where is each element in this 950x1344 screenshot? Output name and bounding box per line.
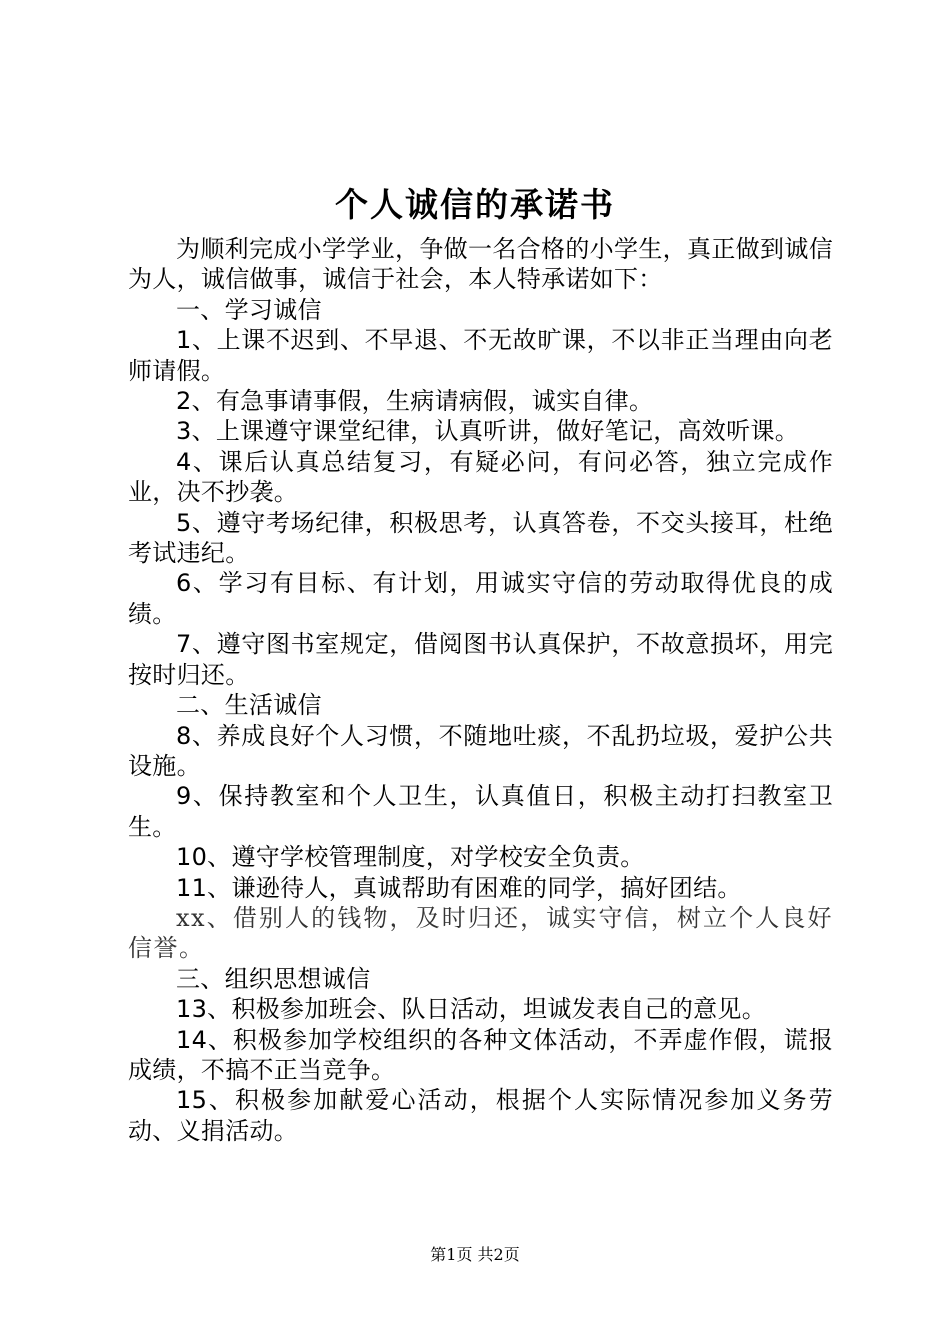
section-heading-organization: 三、组织思想诚信 [176,964,371,993]
pledge-item-10: 10、遵守学校管理制度，对学校安全负责。 [176,843,645,872]
pledge-item-14: 14、积极参加学校组织的各种文体活动，不弄虚作假，谎报成绩，不搞不正当竞争。 [128,1025,833,1084]
page-footer: 第1页 共2页 [430,1245,520,1264]
pledge-item-1: 1、上课不迟到、不早退、不无故旷课，不以非正当理由向老师请假。 [128,326,833,385]
pledge-item-8: 8、养成良好个人习惯，不随地吐痰，不乱扔垃圾，爱护公共设施。 [128,721,833,780]
pledge-item-5: 5、遵守考场纪律，积极思考，认真答卷，不交头接耳，杜绝考试违纪。 [128,508,833,568]
pledge-item-3: 3、上课遵守课堂纪律，认真听讲，做好笔记，高效听课。 [176,417,800,446]
pledge-item-2: 2、有急事请事假，生病请病假，诚实自律。 [176,387,654,416]
pledge-item-13: 13、积极参加班会、队日活动，坦诚发表自己的意见。 [176,995,767,1024]
pledge-item-4: 4、课后认真总结复习，有疑必问，有问必答，独立完成作业，决不抄袭。 [128,447,833,507]
pledge-item-12: xx、借别人的钱物，及时归还，诚实守信，树立个人良好信誉。 [128,903,833,963]
intro-paragraph: 为顺利完成小学学业，争做一名合格的小学生，真正做到诚信为人，诚信做事，诚信于社会，本人特承诺如下： [128,235,833,294]
pledge-item-9: 9、保持教室和个人卫生，认真值日，积极主动打扫教室卫生。 [128,782,833,841]
section-heading-life: 二、生活诚信 [176,691,322,720]
pledge-item-6: 6、学习有目标、有计划，用诚实守信的劳动取得优良的成绩。 [128,569,833,628]
document-body [128,234,833,1146]
pledge-item-11: 11、谦逊待人，真诚帮助有困难的同学，搞好团结。 [176,873,742,902]
section-heading-study: 一、学习诚信 [176,295,322,324]
pledge-item-15: 15、积极参加献爱心活动，根据个人实际情况参加义务劳动、义捐活动。 [128,1086,833,1145]
pledge-item-7: 7、遵守图书室规定，借阅图书认真保护，不故意损坏，用完按时归还。 [128,630,833,689]
document-title: 个人诚信的承诺书 [335,185,615,224]
